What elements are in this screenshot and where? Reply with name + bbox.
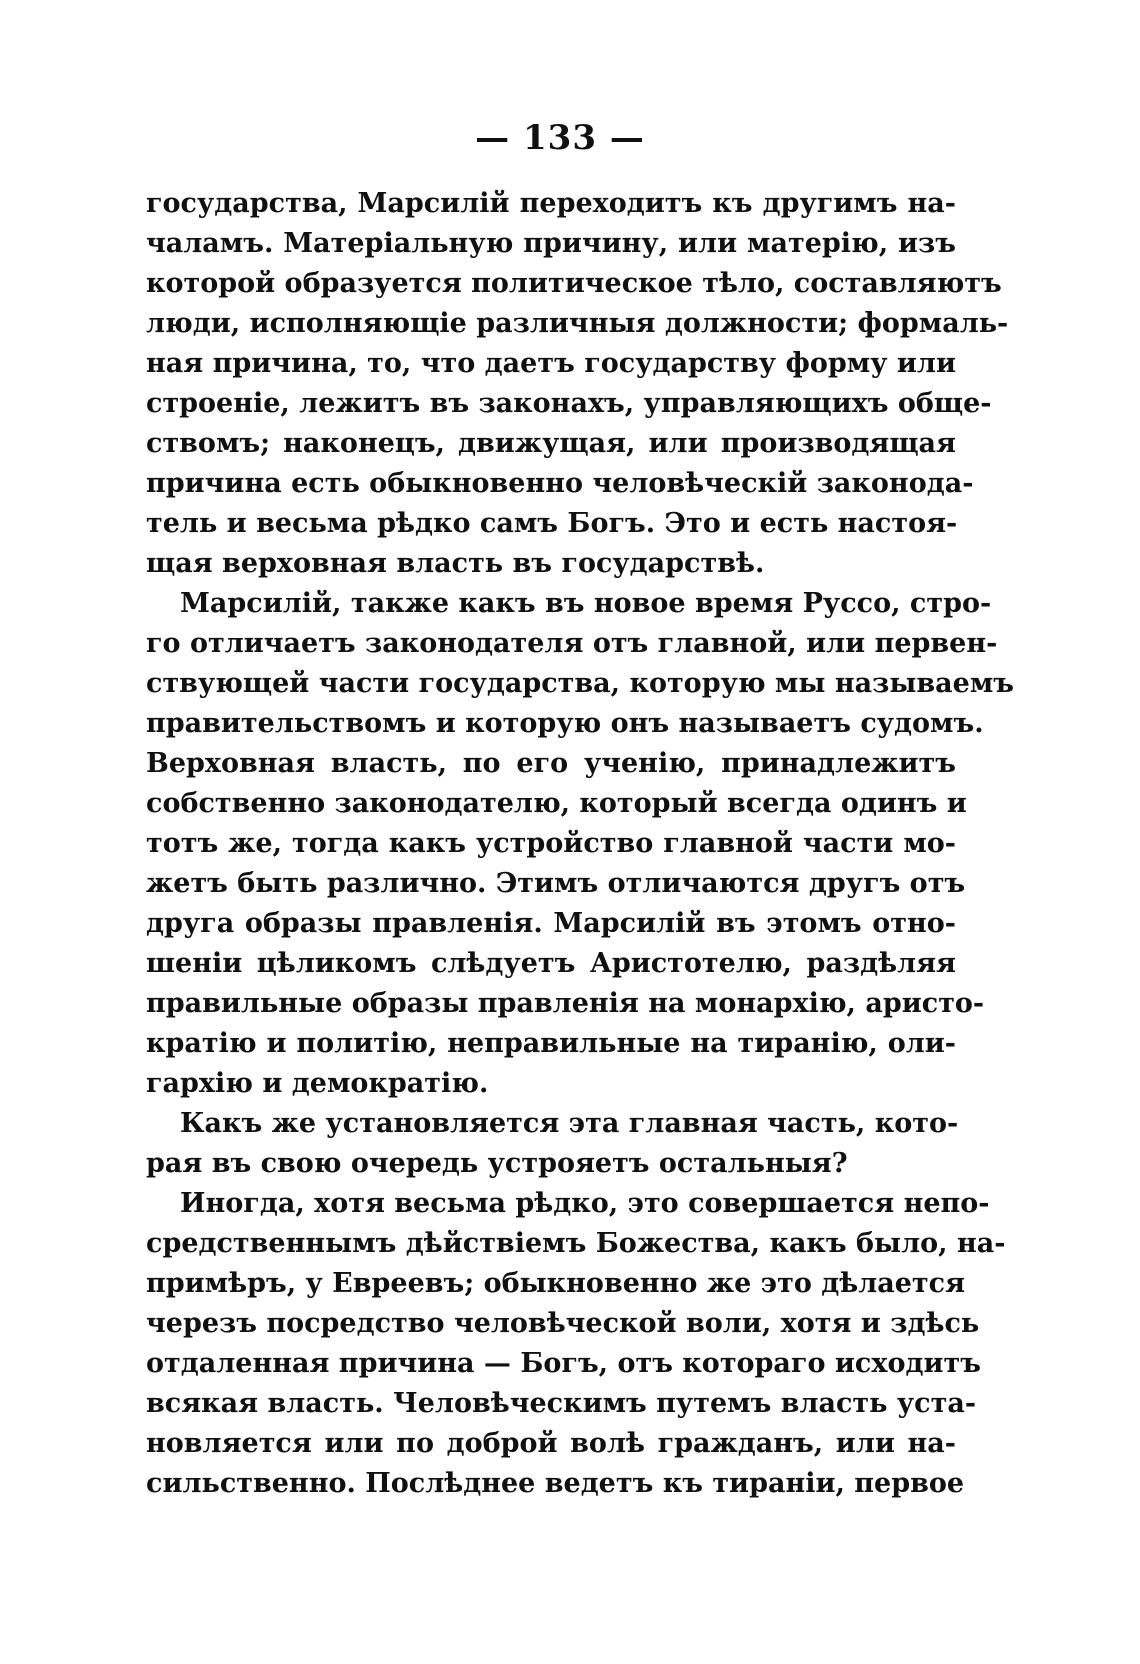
- page-body-text: [146, 184, 1015, 1504]
- text-line: которой образуется политическое тѣло, составляютъ: [146, 268, 1002, 299]
- text-line: Марсилій, также какъ въ новое время Руссо, стро-: [180, 588, 992, 619]
- text-line: чаламъ. Матеріальную причину, или матерію, изъ: [146, 228, 956, 259]
- text-line: ная причина, то, что даетъ государству форму или: [146, 348, 956, 379]
- text-line: Иногда, хотя весьма рѣдко, это совершается непо-: [180, 1188, 990, 1219]
- paragraph: [146, 1104, 959, 1184]
- text-line: шеніи цѣликомъ слѣдуетъ Аристотелю, раздѣляя: [146, 948, 956, 979]
- paragraph: [146, 1184, 1006, 1504]
- text-line: го отличаетъ законодателя отъ главной, или первен-: [146, 628, 998, 659]
- text-line: тотъ же, тогда какъ устройство главной части мо-: [146, 828, 956, 859]
- text-line: ствующей части государства, которую мы называемъ: [146, 668, 1015, 699]
- text-line: друга образы правленія. Марсилій въ этомъ отно-: [146, 908, 956, 939]
- text-line: правильные образы правленія на монархію, аристо-: [146, 988, 985, 1019]
- paragraph: [146, 584, 1015, 1104]
- text-line: гархію и демократію.: [146, 1068, 489, 1099]
- text-line: новляется или по доброй волѣ гражданъ, или на-: [146, 1428, 956, 1459]
- text-line: щая верховная власть въ государствѣ.: [146, 548, 765, 579]
- text-line: Какъ же установляется эта главная часть, кото-: [180, 1108, 959, 1139]
- text-line: сильственно. Послѣднее ведетъ къ тираніи, первое: [146, 1468, 965, 1499]
- text-line: отдаленная причина — Богъ, отъ котораго исходитъ: [146, 1348, 981, 1379]
- text-line: средственнымъ дѣйствіемъ Божества, какъ было, на-: [146, 1228, 1006, 1259]
- text-line: черезъ посредство человѣческой воли, хотя и здѣсь: [146, 1308, 980, 1339]
- text-line: всякая власть. Человѣческимъ путемъ власть уста-: [146, 1388, 977, 1419]
- text-line: государства, Марсилій переходитъ къ другимъ на-: [146, 188, 956, 219]
- page-number: — 133 —: [475, 118, 645, 158]
- text-line: причина есть обыкновенно человѣческій законода-: [146, 468, 974, 499]
- text-line: кратію и политію, неправильные на тиранію, оли-: [146, 1028, 956, 1059]
- text-line: примѣръ, у Евреевъ; обыкновенно же это дѣлается: [146, 1268, 966, 1299]
- text-line: строеніе, лежитъ въ законахъ, управляющихъ обще-: [146, 388, 992, 419]
- text-line: Верховная власть, по его ученію, принадлежитъ: [146, 748, 956, 779]
- text-line: правительствомъ и которую онъ называетъ судомъ.: [146, 708, 984, 739]
- text-line: рая въ свою очередь устрояетъ остальныя?: [146, 1148, 848, 1179]
- text-line: собственно законодателю, который всегда одинъ и: [146, 788, 967, 819]
- text-line: люди, исполняющіе различныя должности; формаль-: [146, 308, 1009, 339]
- paragraph: [146, 184, 1009, 584]
- text-line: ствомъ; наконецъ, движущая, или производящая: [146, 428, 956, 459]
- text-line: жетъ быть различно. Этимъ отличаются другъ отъ: [146, 868, 966, 899]
- text-line: тель и весьма рѣдко самъ Богъ. Это и есть настоя-: [146, 508, 958, 539]
